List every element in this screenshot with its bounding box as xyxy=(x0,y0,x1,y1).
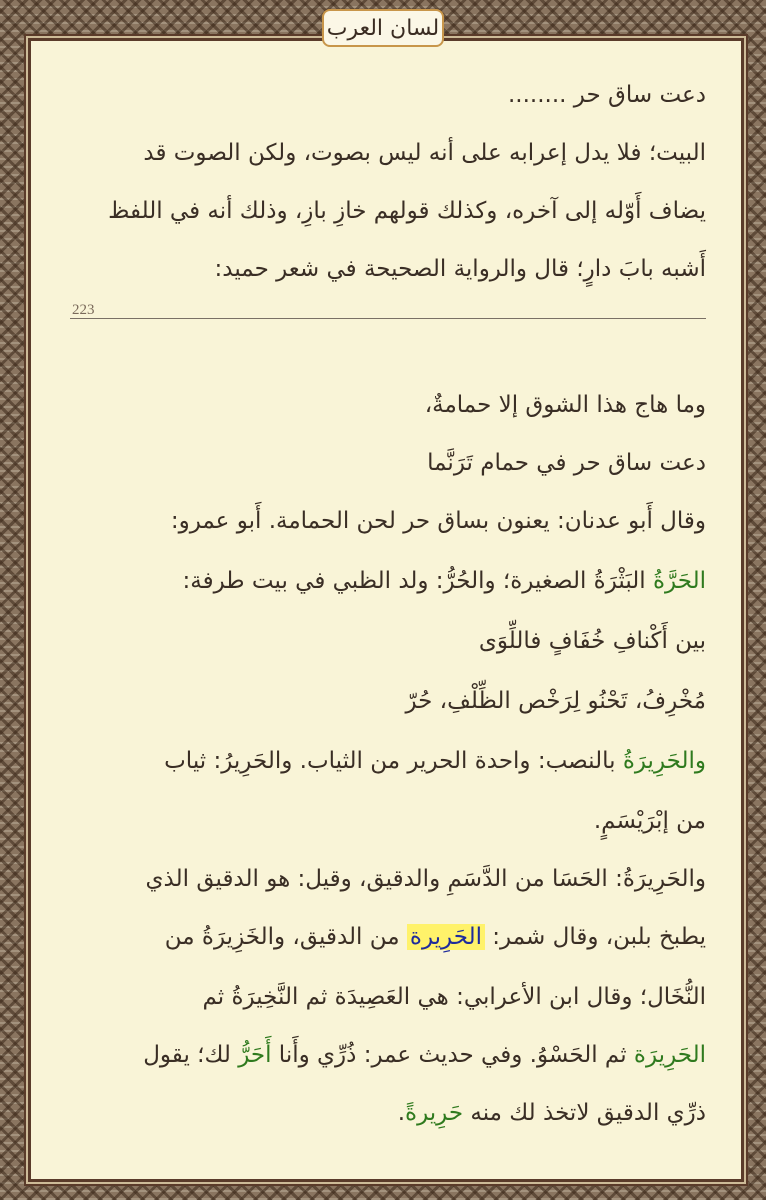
text-line: يطبخ بلبن، وقال شمر: الحَرِيرة من الدقيق، والخَزِيرَةُ من xyxy=(164,924,706,950)
text-line: وقال أَبو عدنان: يعنون بساق حر لحن الحمامة. أَبو عمرو: xyxy=(170,508,706,534)
verse-line: مُخْرِفُ، تَحْنُو لِرَخْص الظِّلْفِ، حُرّ xyxy=(405,688,706,714)
book-title: لسان العرب xyxy=(326,15,440,41)
page-content xyxy=(70,48,706,1168)
verse-line: وما هاج هذا الشوق إلا حمامةٌ، xyxy=(424,392,706,418)
highlighted-search-term[interactable]: الحَرِيرة xyxy=(407,924,485,950)
headword[interactable]: أَحَرُّ xyxy=(238,1042,272,1068)
text-line: الحَرِيرَة ثم الحَسْوُ. وفي حديث عمر: ذُرِّي وأَنا أَحَرُّ لك؛ يقول xyxy=(143,1042,706,1068)
headword[interactable]: والحَرِيرَةُ xyxy=(622,748,706,774)
text-line: دعت ساق حر ........ xyxy=(507,82,706,108)
verse-line: بين أَكْنافِ خُفَافٍ فاللِّوَى xyxy=(478,628,706,654)
headword[interactable]: حَرِيرةً xyxy=(405,1100,464,1126)
headword[interactable]: الحَرَّةُ xyxy=(653,568,706,594)
page-number: 223 xyxy=(72,302,95,318)
page-divider xyxy=(70,318,706,319)
verse-line: دعت ساق حر في حمام تَرَنَّما xyxy=(427,450,706,476)
text-line: من إبْرَيْسَمٍ. xyxy=(593,808,706,834)
headword[interactable]: الحَرِيرَة xyxy=(633,1042,706,1068)
text-line: والحَرِيرَةُ بالنصب: واحدة الحرير من الثياب. والحَرِيرُ: ثياب xyxy=(164,748,706,774)
text-line: يضاف أَوّله إلى آخره، وكذلك قولهم خازِ بازِ، وذلك أنه في اللفظ xyxy=(108,198,706,224)
book-title-tab[interactable] xyxy=(322,9,444,47)
text-line: والحَرِيرَةُ: الحَسَا من الدَّسَمِ والدقيق، وقيل: هو الدقيق الذي xyxy=(145,866,706,892)
text-line: ذرِّي الدقيق لاتخذ لك منه حَرِيرةً. xyxy=(397,1100,706,1126)
text-line: البيت؛ فلا يدل إعرابه على أنه ليس بصوت، ولكن الصوت قد xyxy=(143,140,706,166)
text-line: النُّخَال؛ وقال ابن الأعرابي: هي العَصِيدَة ثم النَّخِيرَةُ ثم xyxy=(202,984,706,1010)
text-line: الحَرَّةُ البَثْرَةُ الصغيرة؛ والحُرُّ: ولد الظبي في بيت طرفة: xyxy=(182,568,706,594)
text-line: أَشبه بابَ دارٍ؛ قال والرواية الصحيحة في شعر حميد: xyxy=(214,256,706,282)
